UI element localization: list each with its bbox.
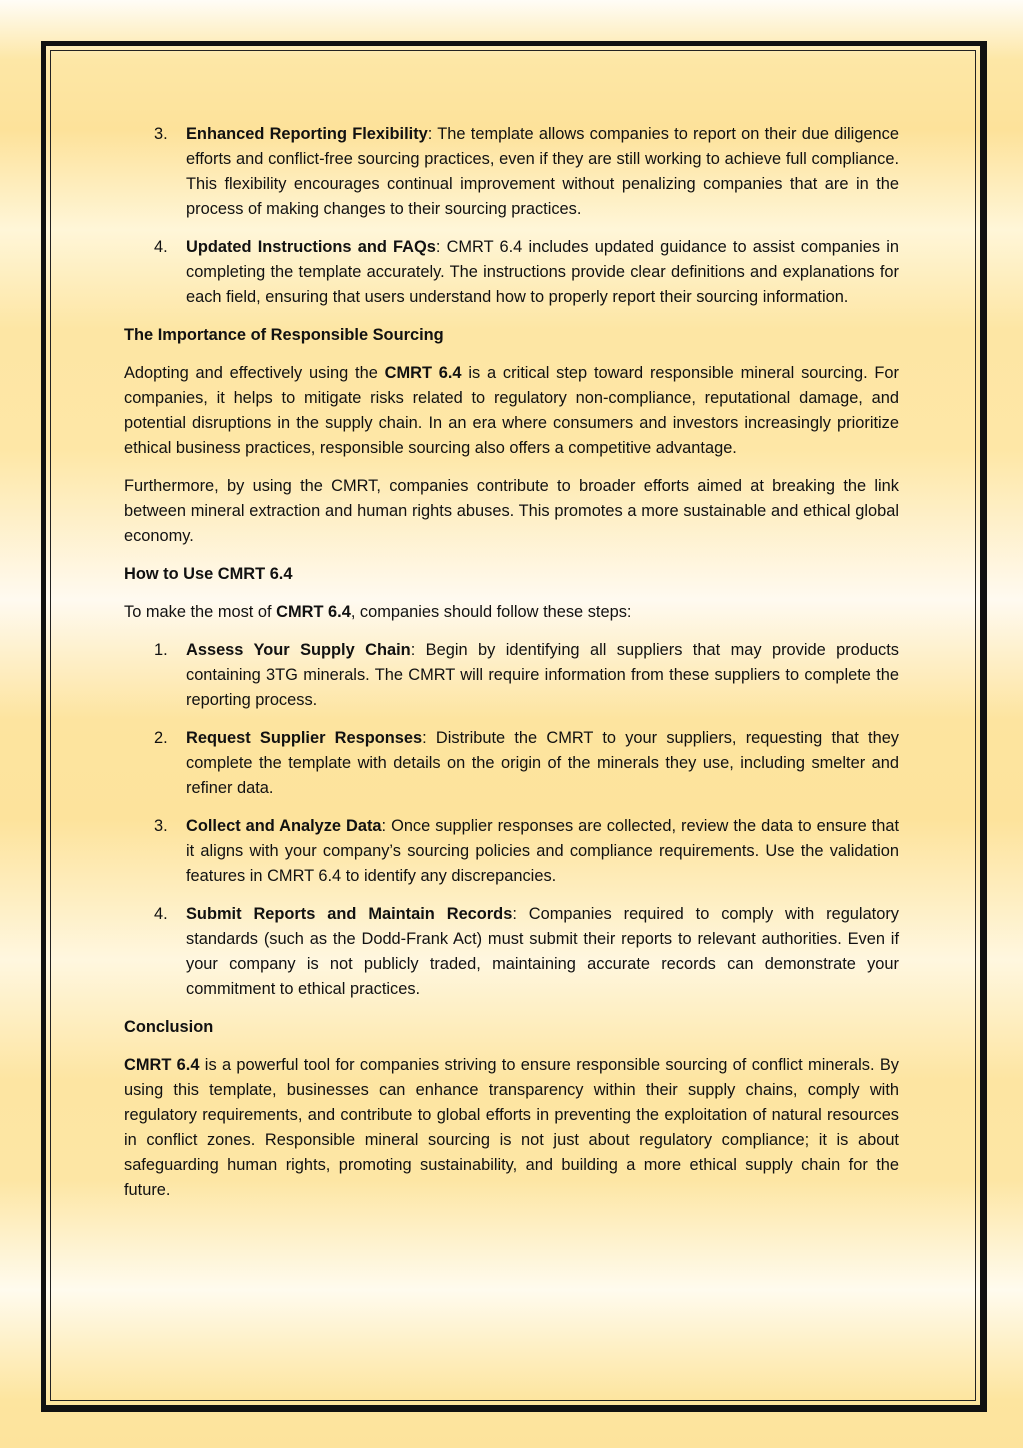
list-item-text: : Companies required to comply with regulatory standards (such as the Dodd-Frank Act) must submit their reports to relevant authorities. Even if your company is not publicly traded, maintaining accurate records can demonstrate your commitment to ethical practices.: [186, 905, 900, 998]
list-item: [124, 726, 899, 801]
list-item-text: : Once supplier responses are collected, review the data to ensure that it aligns with your company’s sourcing policies and compliance requirements. Use the validation features in CMRT 6.4 to identify any discrepancies.: [186, 817, 900, 885]
list-item-number: 4.: [154, 905, 168, 923]
list-item-text: : CMRT 6.4 includes updated guidance to assist companies in completing the template accurately. The instructions provide clear definitions and explanations for each field, ensuring that users understand how to properly report their sourcing information.: [186, 238, 899, 306]
paragraph-bold: CMRT 6.4: [276, 603, 351, 621]
paragraph-text: is a critical step toward responsible mineral sourcing. For companies, it helps to mitigate risks related to regulatory non-compliance, reputational damage, and potential disruptions in the supply chain. In an era where consumers and investors increasingly prioritize ethical business practices, responsible sourcing also offers a competitive advantage.: [124, 364, 900, 457]
list-item-text: : Begin by identifying all suppliers that may provide products containing 3TG minerals. The CMRT will require information from these suppliers to complete the reporting process.: [186, 641, 900, 709]
section-heading-importance: The Importance of Responsible Sourcing: [124, 326, 444, 344]
list-item-number: 2.: [154, 729, 168, 747]
paragraph: [124, 361, 899, 461]
list-item: [124, 638, 899, 713]
list-item-number: 3.: [154, 125, 168, 143]
list-item-title: Enhanced Reporting Flexibility: [186, 125, 428, 143]
list-item: [124, 814, 899, 889]
list-item: [124, 122, 899, 222]
list-item: [124, 902, 899, 1002]
steps-list: [124, 638, 899, 1002]
paragraph-text: Adopting and effectively using the: [124, 364, 385, 382]
list-item-text: : Distribute the CMRT to your suppliers, requesting that they complete the template with details on the origin of the minerals they use, including smelter and refiner data.: [186, 729, 900, 797]
paragraph-bold: CMRT 6.4: [124, 1056, 200, 1074]
section-heading-conclusion: Conclusion: [124, 1018, 214, 1036]
paragraph: [124, 1053, 899, 1203]
paragraph-bold: CMRT 6.4: [384, 364, 462, 382]
paragraph: Furthermore, by using the CMRT, companies contribute to broader efforts aimed at breaking the link between mineral extraction and human rights abuses. This promotes a more sustainable and ethical global economy.: [124, 477, 899, 545]
list-item-title: Request Supplier Responses: [186, 729, 423, 747]
list-item-number: 4.: [154, 238, 168, 256]
paragraph-text: , companies should follow these steps:: [350, 603, 632, 621]
section-heading-how-to: How to Use CMRT 6.4: [124, 565, 293, 583]
list-item-title: Updated Instructions and FAQs: [186, 238, 436, 256]
list-item-text: : The template allows companies to report on their due diligence efforts and conflict-free sourcing practices, even if they are still working to achieve full compliance. This flexibility encourages continual improvement without penalizing companies that are in the process of making changes to their sourcing practices.: [186, 125, 899, 218]
list-item-title: Collect and Analyze Data: [186, 817, 382, 835]
paragraph: [124, 600, 899, 625]
list-item-number: 3.: [154, 817, 168, 835]
benefits-list-continued: [124, 122, 899, 310]
document-body: [124, 122, 899, 1216]
list-item-number: 1.: [154, 641, 168, 659]
list-item-title: Assess Your Supply Chain: [186, 641, 411, 659]
paragraph-text: is a powerful tool for companies striving to ensure responsible sourcing of conflict minerals. By using this template, businesses can enhance transparency within their supply chains, comply with regulatory requirements, and contribute to global efforts in preventing the exploitation of natural resources in conflict zones. Responsible mineral sourcing is not just about regulatory compliance; it is about safeguarding human rights, promoting sustainability, and building a more ethical supply chain for the future.: [124, 1056, 899, 1199]
list-item: [124, 235, 899, 310]
list-item-title: Submit Reports and Maintain Records: [186, 905, 513, 923]
paragraph-text: To make the most of: [124, 603, 277, 621]
